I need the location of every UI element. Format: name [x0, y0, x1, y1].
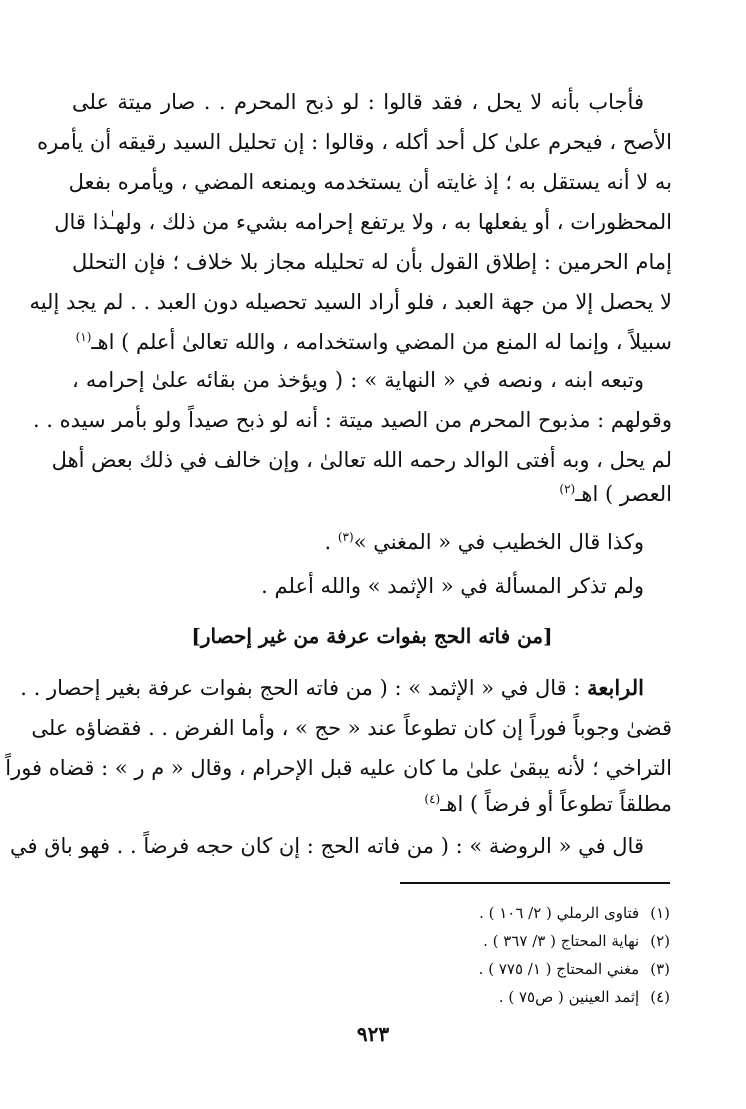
paragraph-line: لا يحصل إلا من جهة العبد ، فلو أراد السيد تحصيله دون العبد . . لم يجد إليه	[29, 290, 672, 314]
paragraph-line	[72, 522, 644, 562]
paragraph-line: وقولهم : مذبوح المحرم من الصيد ميتة : أنه لو ذبح صيداً ولو بأمر سيده . .	[32, 408, 672, 432]
paragraph-line: قضىٰ وجوباً فوراً إن كان تطوعاً عند « حج » ، وأما الفرض . . فقضاؤه على	[31, 716, 672, 740]
footnote	[300, 956, 670, 982]
footnote-ref[interactable]: (٢)	[559, 482, 576, 496]
section-lead: الرابعة	[587, 675, 644, 700]
footnote-text: مغني المحتاج ( ١/ ٧٧٥ ) .	[478, 960, 640, 978]
footnote-ref[interactable]: (٤)	[424, 792, 441, 806]
paragraph-line	[72, 322, 672, 362]
footnote-number: (٤)	[650, 988, 670, 1006]
paragraph-line: إمام الحرمين : إطلاق القول بأن له تحليله مجاز بلا خلاف ؛ فإن التحلل	[72, 250, 672, 274]
paragraph-line: وتبعه ابنه ، ونصه في « النهاية » : ( ويؤخذ من بقائه علىٰ إحرامه ،	[72, 368, 644, 392]
paragraph-text: : قال في « الإثمد » : ( من فاته الحج بفوات عرفة بغير إحصار . .	[20, 676, 581, 700]
paragraph-line: فأجاب بأنه لا يحل ، فقد قالوا : لو ذبح المحرم . . صار ميتة على	[72, 90, 644, 114]
page-number: ٩٢٣	[356, 1022, 390, 1046]
paragraph-line: به لا أنه يستقل به ؛ إذ غايته أن يستخدمه ويمنعه المضي ، ويأمره بفعل	[68, 170, 672, 194]
paragraph-line: التراخي ؛ لأنه يبقىٰ علىٰ ما كان عليه قبل الإحرام ، وقال « م ر » : قضاه فوراً	[5, 756, 672, 780]
footnote-text: فتاوى الرملي ( ٢/ ١٠٦ ) .	[479, 904, 640, 922]
paragraph-text: مطلقاً تطوعاً أو فرضاً ) اهـ	[440, 792, 672, 816]
footnote	[300, 928, 670, 954]
footnote	[300, 900, 670, 926]
footnote-ref[interactable]: (٣)	[337, 530, 354, 544]
paragraph-line: الأصح ، فيحرم علىٰ كل أحد أكله ، وقالوا : إن تحليل السيد رقيقه أن يأمره	[37, 130, 672, 154]
footnote-text: نهاية المحتاج ( ٣/ ٣٦٧ ) .	[483, 932, 640, 950]
footnote-ref[interactable]: (١)	[75, 330, 92, 344]
paragraph-line: المحظورات ، أو يفعلها به ، ولا يرتفع إحرامه بشيء من ذلك ، ولهـٰذا قال	[54, 210, 672, 234]
footnote-number: (٢)	[650, 932, 670, 950]
paragraph-text: وكذا قال الخطيب في « المغني »	[353, 530, 644, 554]
paragraph-line: لم يحل ، وبه أفتى الوالد رحمه الله تعالىٰ ، وإن خالف في ذلك بعض أهل	[51, 448, 672, 472]
paragraph-text: .	[324, 530, 338, 554]
footnote-divider	[400, 882, 670, 884]
paragraph-text: سبيلاً ، وإنما له المنع من المضي واستخدامه ، والله تعالىٰ أعلم ) اهـ	[91, 330, 672, 354]
paragraph-line: قال في « الروضة » : ( من فاته الحج : إن كان حجه فرضاً . . فهو باق في	[10, 834, 644, 858]
paragraph-line	[72, 784, 672, 824]
paragraph-text: العصر ) اهـ	[575, 482, 672, 506]
paragraph-line	[20, 668, 644, 708]
paragraph-line	[72, 474, 672, 514]
footnote-number: (٣)	[650, 960, 670, 978]
footnote-number: (١)	[650, 904, 670, 922]
section-heading: [من فاته الحج بفوات عرفة من غير إحصار]	[191, 624, 553, 648]
paragraph-line: ولم تذكر المسألة في « الإثمد » والله أعلم .	[261, 574, 644, 598]
footnote	[300, 984, 670, 1010]
footnote-text: إثمد العينين ( ص٧٥ ) .	[498, 988, 640, 1006]
